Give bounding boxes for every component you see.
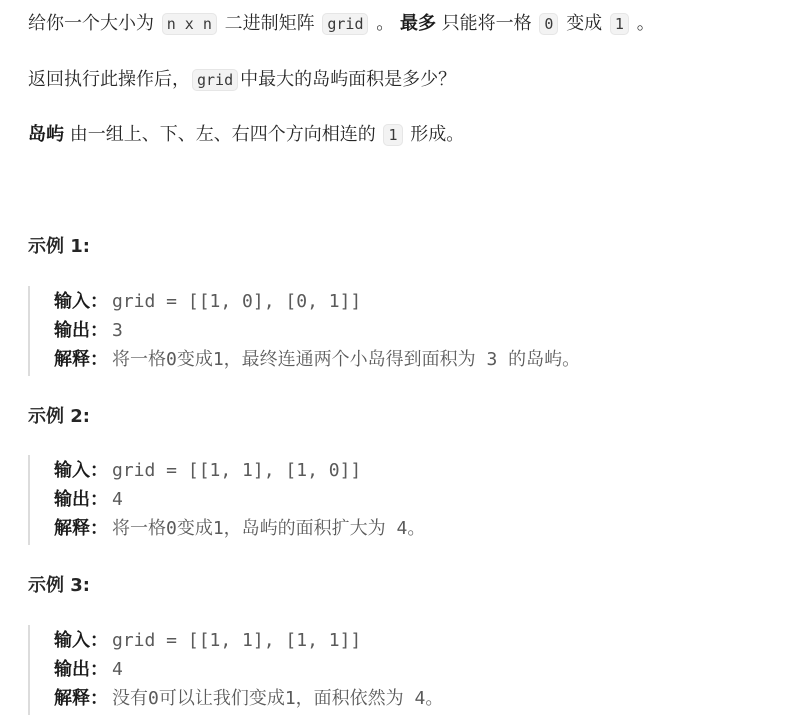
- example-3-title: 示例 3:: [28, 575, 90, 596]
- text: 给你一个大小为: [28, 13, 154, 34]
- explain-value: 将一格0变成1，岛屿的面积扩大为 4。: [112, 518, 426, 539]
- explain-value: 没有0可以让我们变成1，面积依然为 4。: [112, 688, 444, 709]
- output-label: 输出：: [54, 659, 108, 680]
- explain-label: 解释：: [54, 688, 108, 709]
- input-label: 输入：: [54, 291, 108, 312]
- explain-value: 将一格0变成1，最终连通两个小岛得到面积为 3 的岛屿。: [112, 349, 581, 370]
- input-label: 输入：: [54, 630, 108, 651]
- inline-code: 1: [383, 124, 402, 146]
- example-1-title: 示例 1:: [28, 236, 90, 257]
- text: 。: [376, 13, 395, 34]
- bold-text: 最多: [399, 13, 436, 34]
- example-input-line: [54, 456, 794, 485]
- output-value: 3: [112, 320, 123, 341]
- example-input-line: [54, 287, 794, 316]
- example-input-line: [54, 626, 794, 655]
- text: 形成。: [410, 124, 465, 145]
- example-1-block: [28, 286, 794, 376]
- description-paragraph-2: [28, 66, 456, 94]
- text: 由一组上、下、左、右四个方向相连的: [69, 124, 376, 145]
- text: 。: [636, 13, 655, 34]
- example-explain-line: [54, 345, 794, 374]
- input-value: grid = [[1, 1], [1, 1]]: [112, 630, 362, 651]
- input-value: grid = [[1, 1], [1, 0]]: [112, 460, 362, 481]
- input-label: 输入：: [54, 460, 108, 481]
- output-label: 输出：: [54, 489, 108, 510]
- inline-code: grid: [192, 69, 238, 91]
- example-2-block: [28, 455, 794, 545]
- example-output-line: [54, 316, 794, 345]
- output-label: 输出：: [54, 320, 108, 341]
- description-paragraph-3: [28, 121, 464, 149]
- bold-text: 岛屿: [28, 124, 64, 145]
- example-explain-line: [54, 514, 794, 543]
- example-2-title: 示例 2:: [28, 406, 90, 427]
- text: 中最大的岛屿面积是多少？: [240, 69, 457, 90]
- inline-code: 1: [610, 13, 629, 35]
- example-output-line: [54, 655, 794, 684]
- text: 返回执行此操作后，: [28, 69, 190, 90]
- output-value: 4: [112, 489, 123, 510]
- explain-label: 解释：: [54, 518, 108, 539]
- inline-code: n x n: [162, 13, 217, 35]
- text: 变成: [566, 13, 603, 34]
- input-value: grid = [[1, 0], [0, 1]]: [112, 291, 362, 312]
- example-explain-line: [54, 684, 794, 713]
- example-3-block: [28, 625, 794, 715]
- explain-label: 解释：: [54, 349, 108, 370]
- output-value: 4: [112, 659, 123, 680]
- text: 只能将一格: [441, 13, 532, 34]
- inline-code: grid: [322, 13, 368, 35]
- text: 二进制矩阵: [224, 13, 315, 34]
- example-output-line: [54, 485, 794, 514]
- description-paragraph-1: [28, 10, 655, 38]
- inline-code: 0: [539, 13, 558, 35]
